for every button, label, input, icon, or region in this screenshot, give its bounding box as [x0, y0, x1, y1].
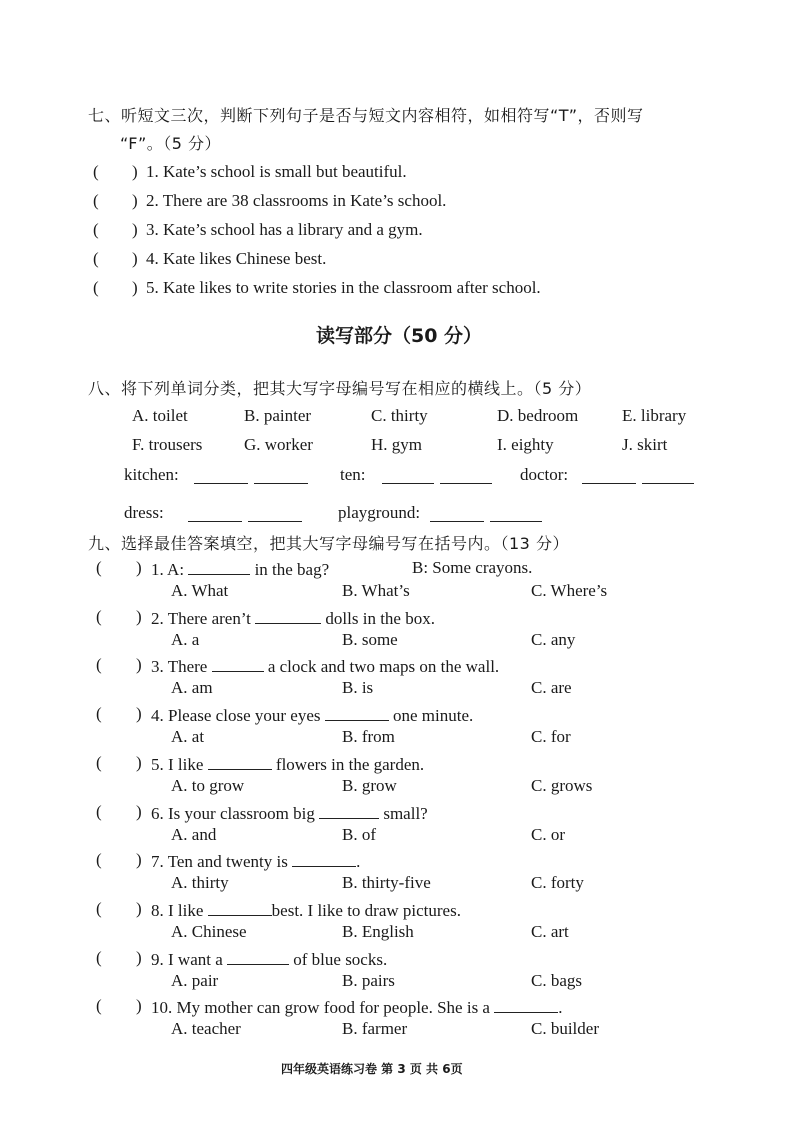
question-text: [151, 948, 387, 970]
category-dress-label: dress:: [124, 503, 164, 522]
answer-paren-open: (: [96, 655, 102, 674]
statement-item: 5. Kate likes to write stories in the classroom after school.: [146, 278, 541, 297]
question-text: [151, 704, 473, 726]
choice-option-b: B. some: [342, 630, 398, 649]
choice-option-a: A. and: [171, 825, 217, 844]
answer-paren-close: ): [132, 162, 138, 181]
word-option: H. gym: [371, 435, 422, 454]
question-stem: 10. My mother can grow food for people. She is a: [151, 998, 495, 1017]
choice-option-a: A. to grow: [171, 776, 245, 795]
question-stem-end: best. I like to draw pictures.: [271, 901, 461, 920]
category-doctor-label: doctor:: [520, 465, 569, 484]
fill-in-blank[interactable]: [325, 704, 389, 721]
answer-paren-close: ): [136, 948, 142, 967]
question-stem: 5. I like: [151, 755, 208, 774]
answer-paren-close: ): [136, 899, 142, 918]
question-stem-end: small?: [379, 804, 428, 823]
section7-title-line1: 七、听短文三次，判断下列句子是否与短文内容相符，如相符写“T”，否则写: [88, 106, 644, 125]
question-text: [151, 996, 562, 1018]
fill-in-blank[interactable]: [255, 607, 321, 624]
choice-option-b: B. farmer: [342, 1019, 408, 1038]
word-option: C. thirty: [371, 406, 428, 425]
answer-line[interactable]: [582, 467, 636, 484]
answer-line[interactable]: [490, 505, 542, 522]
statement-item: 2. There are 38 classrooms in Kate’s school.: [146, 191, 447, 210]
question-stem-end: .: [558, 998, 563, 1017]
page-footer: 四年级英语练习卷 第 3 页 共 6页: [281, 1062, 463, 1076]
word-option: I. eighty: [497, 435, 554, 454]
answer-paren-close: ): [136, 704, 142, 723]
choice-option-c: C. any: [531, 630, 576, 649]
choice-option-a: A. teacher: [171, 1019, 241, 1038]
question-stem-end: of blue socks.: [289, 950, 388, 969]
fill-in-blank[interactable]: [292, 850, 356, 867]
choice-option-b: B. of: [342, 825, 376, 844]
reading-writing-heading: 读写部分（50 分）: [316, 325, 483, 347]
choice-option-c: C. are: [531, 678, 572, 697]
statement-item: 3. Kate’s school has a library and a gym.: [146, 220, 423, 239]
word-option: B. painter: [244, 406, 312, 425]
section7-title-line2: “F”。（5 分）: [120, 134, 222, 153]
choice-option-b: B. pairs: [342, 971, 395, 990]
answer-paren-open: (: [96, 850, 102, 869]
answer-paren-open: (: [96, 899, 102, 918]
answer-paren-open: (: [96, 948, 102, 967]
answer-paren-close: ): [136, 996, 142, 1015]
choice-option-c: C. or: [531, 825, 565, 844]
answer-line[interactable]: [440, 467, 492, 484]
choice-option-b: B. is: [342, 678, 374, 697]
question-text: [151, 850, 360, 872]
question-text: [151, 558, 329, 580]
question-text: [151, 753, 424, 775]
answer-paren-close: ): [132, 191, 138, 210]
question-text: [151, 655, 499, 677]
answer-paren-open: (: [93, 249, 99, 268]
question-text: [151, 607, 435, 629]
word-option: D. bedroom: [497, 406, 579, 425]
fill-in-blank[interactable]: [208, 899, 272, 916]
question-stem-end: .: [356, 852, 361, 871]
answer-line[interactable]: [382, 467, 434, 484]
category-playground-label: playground:: [338, 503, 421, 522]
answer-paren-close: ): [136, 655, 142, 674]
answer-paren-close: ): [132, 249, 138, 268]
question-stem: 7. Ten and twenty is: [151, 852, 293, 871]
choice-option-c: C. art: [531, 922, 569, 941]
answer-line[interactable]: [254, 467, 308, 484]
question-stem-end: dolls in the box.: [321, 609, 435, 628]
statement-item: 1. Kate’s school is small but beautiful.: [146, 162, 407, 181]
question-stem-end: in the bag?: [250, 560, 330, 579]
question-text: [151, 899, 461, 921]
category-kitchen-label: kitchen:: [124, 465, 179, 484]
fill-in-blank[interactable]: [188, 558, 250, 575]
answer-paren-open: (: [93, 220, 99, 239]
dialogue-response: B: Some crayons.: [412, 558, 533, 577]
answer-line[interactable]: [642, 467, 694, 484]
answer-paren-close: ): [136, 607, 142, 626]
question-stem: 8. I like: [151, 901, 208, 920]
question-text: [151, 802, 428, 824]
choice-option-a: A. a: [171, 630, 200, 649]
answer-paren-close: ): [136, 850, 142, 869]
choice-option-b: B. thirty-five: [342, 873, 431, 892]
answer-paren-close: ): [136, 558, 142, 577]
answer-paren-close: ): [132, 278, 138, 297]
choice-option-a: A. pair: [171, 971, 219, 990]
choice-option-c: C. bags: [531, 971, 582, 990]
fill-in-blank[interactable]: [319, 802, 379, 819]
choice-option-a: A. thirty: [171, 873, 229, 892]
word-option: F. trousers: [132, 435, 203, 454]
word-option: G. worker: [244, 435, 313, 454]
choice-option-b: B. from: [342, 727, 395, 746]
choice-option-c: C. builder: [531, 1019, 599, 1038]
answer-paren-open: (: [93, 162, 99, 181]
answer-paren-open: (: [96, 607, 102, 626]
answer-paren-open: (: [96, 704, 102, 723]
choice-option-c: C. for: [531, 727, 571, 746]
answer-paren-close: ): [136, 802, 142, 821]
answer-line[interactable]: [194, 467, 248, 484]
fill-in-blank[interactable]: [227, 948, 289, 965]
choice-option-b: B. English: [342, 922, 414, 941]
question-stem: 9. I want a: [151, 950, 228, 969]
answer-paren-close: ): [132, 220, 138, 239]
category-ten-label: ten:: [340, 465, 366, 484]
answer-line[interactable]: [248, 505, 302, 522]
choice-option-c: C. forty: [531, 873, 584, 892]
answer-paren-open: (: [96, 996, 102, 1015]
answer-paren-close: ): [136, 753, 142, 772]
question-stem: 3. There: [151, 657, 212, 676]
question-stem: 4. Please close your eyes: [151, 706, 325, 725]
section8-title: 八、将下列单词分类，把其大写字母编号写在相应的横线上。（5 分）: [88, 379, 592, 398]
word-option: A. toilet: [132, 406, 188, 425]
question-stem-end: flowers in the garden.: [271, 755, 425, 774]
answer-paren-open: (: [96, 558, 102, 577]
choice-option-a: A. am: [171, 678, 213, 697]
answer-paren-open: (: [96, 753, 102, 772]
question-stem: 2. There aren’t: [151, 609, 256, 628]
word-option: J. skirt: [622, 435, 668, 454]
answer-paren-open: (: [93, 191, 99, 210]
answer-paren-open: (: [96, 802, 102, 821]
choice-option-c: C. Where’s: [531, 581, 608, 600]
choice-option-a: A. at: [171, 727, 205, 746]
question-stem: 1. A:: [151, 560, 189, 579]
fill-in-blank[interactable]: [212, 655, 264, 672]
fill-in-blank[interactable]: [494, 996, 558, 1013]
section9-title: 九、选择最佳答案填空，把其大写字母编号写在括号内。（13 分）: [88, 534, 569, 553]
statement-item: 4. Kate likes Chinese best.: [146, 249, 327, 268]
choice-option-a: A. What: [171, 581, 229, 600]
fill-in-blank[interactable]: [208, 753, 272, 770]
choice-option-c: C. grows: [531, 776, 593, 795]
question-stem-end: one minute.: [388, 706, 474, 725]
choice-option-b: B. What’s: [342, 581, 410, 600]
answer-paren-open: (: [93, 278, 99, 297]
choice-option-a: A. Chinese: [171, 922, 247, 941]
question-stem-end: a clock and two maps on the wall.: [263, 657, 500, 676]
answer-line[interactable]: [430, 505, 484, 522]
question-stem: 6. Is your classroom big: [151, 804, 320, 823]
word-option: E. library: [622, 406, 687, 425]
answer-line[interactable]: [188, 505, 242, 522]
choice-option-b: B. grow: [342, 776, 397, 795]
